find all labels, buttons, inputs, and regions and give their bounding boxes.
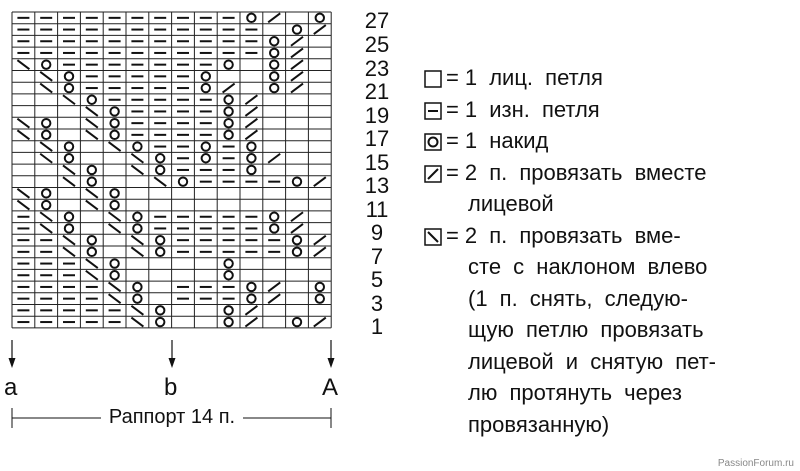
ssk-symbol xyxy=(109,282,121,291)
k2tog-symbol xyxy=(291,224,303,233)
ssk-symbol xyxy=(86,271,98,280)
yarn-over-symbol xyxy=(293,177,301,185)
yarn-over-symbol xyxy=(293,25,301,33)
yarn-over-symbol xyxy=(133,294,141,302)
k2tog-symbol xyxy=(291,72,303,81)
yarn-over-symbol xyxy=(42,60,50,68)
row-number-23: 23 xyxy=(364,56,390,81)
yarn-over-symbol xyxy=(224,119,232,127)
ssk-symbol xyxy=(109,212,121,221)
ssk-symbol xyxy=(86,201,98,210)
yarn-over-symbol xyxy=(110,271,118,279)
yarn-over-symbol xyxy=(110,107,118,115)
k2tog-symbol xyxy=(291,84,303,93)
yarn-over-symbol xyxy=(42,189,50,197)
ssk-symbol xyxy=(86,189,98,198)
yarn-over-symbol xyxy=(133,283,141,291)
ssk-symbol xyxy=(154,177,166,186)
arrow-down-icon xyxy=(9,358,16,368)
k2tog-symbol xyxy=(314,247,326,256)
yarn-over-symbol xyxy=(156,248,164,256)
row-number-11: 11 xyxy=(365,197,389,222)
row-number-19: 19 xyxy=(364,103,390,128)
yarn-over-symbol xyxy=(270,213,278,221)
marker-a: a xyxy=(4,374,18,401)
k2tog-symbol xyxy=(245,107,257,116)
k2tog-symbol xyxy=(268,282,280,291)
yarn-over-symbol xyxy=(42,119,50,127)
yarn-over-symbol xyxy=(156,236,164,244)
legend-purl-text: 1 изн. петля xyxy=(464,96,600,122)
ssk-symbol xyxy=(131,154,143,163)
arrow-down-icon xyxy=(169,358,176,368)
k2tog-symbol xyxy=(291,48,303,57)
yarn-over-symbol xyxy=(224,96,232,104)
ssk-symbol xyxy=(131,236,143,245)
legend-yo-text: 1 накид xyxy=(464,128,549,153)
watermark: PassionForum.ru xyxy=(717,458,794,469)
yarn-over-symbol xyxy=(247,283,255,291)
k2tog-symbol xyxy=(245,119,257,128)
ssk-symbol xyxy=(17,119,29,128)
ssk-symbol xyxy=(63,165,75,174)
ssk-symbol xyxy=(17,130,29,139)
yarn-over-symbol xyxy=(224,318,232,326)
k2tog-symbol xyxy=(291,212,303,221)
k2tog-symbol xyxy=(314,25,326,34)
ssk-symbol xyxy=(63,247,75,256)
yarn-over-symbol xyxy=(65,224,73,232)
k2tog-symbol xyxy=(291,60,303,69)
ssk-symbol xyxy=(109,142,121,151)
legend-ssk: = 2 п. провязать вме- xyxy=(424,220,794,252)
yarn-over-symbol xyxy=(270,224,278,232)
row-number-13: 13 xyxy=(364,173,390,198)
k2tog-symbol xyxy=(314,177,326,186)
yarn-over-symbol xyxy=(133,224,141,232)
k2tog-symbol xyxy=(314,318,326,327)
legend-k2tog-text-1: 2 п. провязать вместе xyxy=(464,159,707,185)
yarn-over-symbol xyxy=(270,37,278,45)
ssk-symbol xyxy=(63,236,75,245)
ssk-symbol xyxy=(131,165,143,174)
ssk-symbol xyxy=(17,189,29,198)
yarn-over-symbol xyxy=(224,60,232,68)
k2tog-symbol xyxy=(314,236,326,245)
row-number-21: 21 xyxy=(364,79,390,104)
legend-k2tog: = 2 п. провязать вместе xyxy=(424,157,794,189)
yarn-over-symbol xyxy=(65,84,73,92)
ssk-symbol xyxy=(109,224,121,233)
legend-knit-text: 1 лиц. петля xyxy=(464,65,603,90)
yarn-over-symbol xyxy=(65,142,73,150)
yarn-over-symbol xyxy=(224,306,232,314)
yarn-over-symbol xyxy=(133,213,141,221)
yarn-over-symbol xyxy=(224,131,232,139)
k2tog-symbol xyxy=(245,95,257,104)
purl-symbol-icon xyxy=(424,102,444,120)
k2tog-symbol xyxy=(245,318,257,327)
ssk-symbol xyxy=(86,130,98,139)
yarn-over-symbol xyxy=(65,72,73,80)
yarn-over-symbol xyxy=(110,201,118,209)
legend-ssk-text-5: лицевой и снятую пет- xyxy=(468,348,717,374)
ssk-symbol xyxy=(86,259,98,268)
ssk-symbol xyxy=(63,95,75,104)
yarn-over-symbol xyxy=(316,294,324,302)
row-number-25: 25 xyxy=(364,32,390,57)
yarn-over-symbol xyxy=(88,166,96,174)
ssk-symbol xyxy=(40,84,52,93)
yarn-over-symbol xyxy=(316,283,324,291)
yarn-over-symbol xyxy=(293,236,301,244)
yarn-over-symbol xyxy=(202,154,210,162)
legend-ssk-text-3: (1 п. снять, следую- xyxy=(468,285,688,311)
legend-k2tog-text-2: лицевой xyxy=(468,191,554,216)
yarn-over-symbol xyxy=(202,142,210,150)
yarn-over-symbol xyxy=(42,131,50,139)
yarn-over-symbol xyxy=(156,306,164,314)
yarn-over-symbol xyxy=(293,248,301,256)
yarn-over-symbol xyxy=(247,154,255,162)
yarn-over-symbol xyxy=(224,271,232,279)
yarn-over-symbol xyxy=(247,294,255,302)
yarn-over-symbol xyxy=(110,189,118,197)
ssk-symbol xyxy=(109,294,121,303)
yarn-over-symbol xyxy=(316,14,324,22)
k2tog-symbol-icon xyxy=(424,165,444,183)
yarn-over-symbol xyxy=(42,201,50,209)
yarn-over-symbol xyxy=(202,84,210,92)
row-number-17: 17 xyxy=(364,126,390,151)
legend-yo: = 1 накид xyxy=(424,125,794,157)
yarn-over-symbol xyxy=(270,84,278,92)
legend-purl: = 1 изн. петля xyxy=(424,94,794,126)
yarn-over-symbol-icon xyxy=(424,133,444,151)
ssk-symbol-icon xyxy=(424,228,444,246)
yarn-over-symbol xyxy=(156,318,164,326)
row-number-7: 7 xyxy=(370,244,384,269)
yarn-over-symbol xyxy=(156,154,164,162)
yarn-over-symbol xyxy=(247,142,255,150)
yarn-over-symbol xyxy=(270,60,278,68)
k2tog-symbol xyxy=(291,37,303,46)
yarn-over-symbol xyxy=(293,318,301,326)
yarn-over-symbol xyxy=(65,154,73,162)
yarn-over-symbol xyxy=(110,259,118,267)
k2tog-symbol xyxy=(268,154,280,163)
ssk-symbol xyxy=(17,60,29,69)
yarn-over-symbol xyxy=(270,72,278,80)
ssk-symbol xyxy=(40,224,52,233)
yarn-over-symbol xyxy=(88,236,96,244)
row-number-3: 3 xyxy=(370,291,384,316)
legend-ssk-text-7: провязанную) xyxy=(468,411,610,437)
legend xyxy=(424,62,794,440)
ssk-symbol xyxy=(40,154,52,163)
yarn-over-symbol xyxy=(88,248,96,256)
row-number-1: 1 xyxy=(370,314,384,339)
row-number-9: 9 xyxy=(370,220,384,245)
k2tog-symbol xyxy=(268,294,280,303)
yarn-over-symbol xyxy=(88,96,96,104)
legend-ssk-text-6: лю протянуть через xyxy=(468,380,682,405)
yarn-over-symbol xyxy=(156,166,164,174)
k2tog-symbol xyxy=(245,306,257,315)
yarn-over-symbol xyxy=(247,166,255,174)
yarn-over-symbol xyxy=(110,119,118,127)
yarn-over-symbol xyxy=(224,107,232,115)
yarn-over-symbol xyxy=(224,259,232,267)
ssk-symbol xyxy=(63,177,75,186)
yarn-over-symbol xyxy=(133,142,141,150)
ssk-symbol xyxy=(131,306,143,315)
legend-knit: = 1 лиц. петля xyxy=(424,62,794,94)
knit-symbol-icon xyxy=(424,70,444,88)
yarn-over-symbol xyxy=(88,177,96,185)
yarn-over-symbol xyxy=(179,177,187,185)
rapport-label: Раппорт 14 п. xyxy=(12,406,332,429)
row-number-5: 5 xyxy=(370,267,384,292)
yarn-over-symbol xyxy=(65,213,73,221)
row-number-27: 27 xyxy=(364,8,390,33)
ssk-symbol xyxy=(131,318,143,327)
yarn-over-symbol xyxy=(110,131,118,139)
ssk-symbol xyxy=(40,212,52,221)
ssk-symbol xyxy=(40,142,52,151)
ssk-symbol xyxy=(17,201,29,210)
yarn-over-symbol xyxy=(270,49,278,57)
k2tog-symbol xyxy=(223,84,235,93)
arrow-down-icon xyxy=(328,358,335,368)
yarn-over-symbol xyxy=(247,14,255,22)
ssk-symbol xyxy=(40,72,52,81)
marker-A: A xyxy=(322,374,339,401)
legend-ssk-text-1: 2 п. провязать вме- xyxy=(464,222,681,248)
legend-ssk-text-4: щую петлю провязать xyxy=(468,317,704,342)
k2tog-symbol xyxy=(245,130,257,139)
legend-ssk-text-2: сте с наклоном влево xyxy=(468,254,708,279)
yarn-over-symbol xyxy=(202,72,210,80)
ssk-symbol xyxy=(86,119,98,128)
row-number-15: 15 xyxy=(364,150,390,175)
ssk-symbol xyxy=(86,107,98,116)
marker-b: b xyxy=(164,374,178,401)
ssk-symbol xyxy=(131,247,143,256)
k2tog-symbol xyxy=(268,13,280,22)
